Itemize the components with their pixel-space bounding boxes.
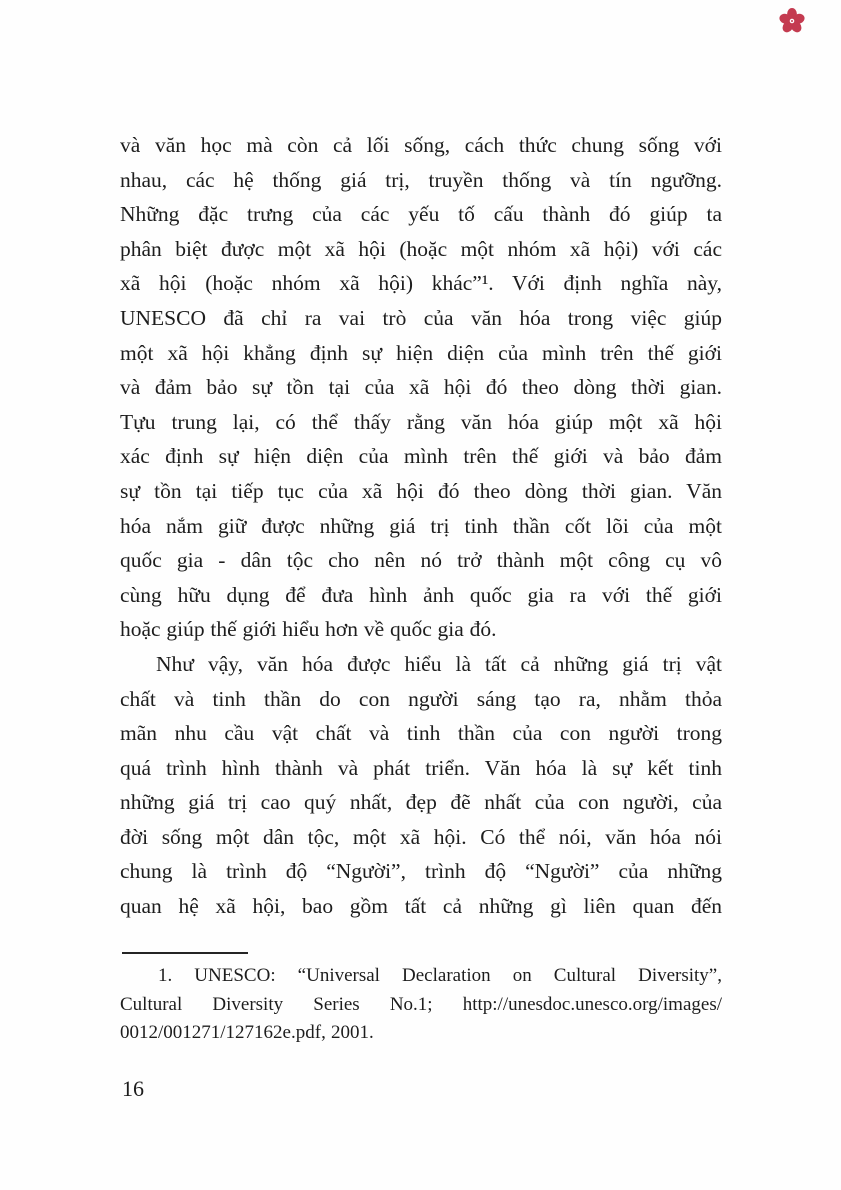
footnote-line: 1. UNESCO: “Universal Declaration on Cultural Diversity”, xyxy=(158,965,722,986)
footnote xyxy=(120,962,722,1048)
paragraph-1 xyxy=(120,128,722,647)
text-line: chung là trình độ “Người”, trình độ “Người” của những xyxy=(120,859,722,884)
text-line: quá trình hình thành và phát triển. Văn hóa là sự kết tinh xyxy=(120,755,722,780)
text-line: hoặc giúp thế giới hiểu hơn về quốc gia đó. xyxy=(120,617,497,642)
text-line: đời sống một dân tộc, một xã hội. Có thể nói, văn hóa nói xyxy=(120,824,722,849)
text-line: cùng hữu dụng để đưa hình ảnh quốc gia ra với thế giới xyxy=(120,582,722,607)
text-line: phân biệt được một xã hội (hoặc một nhóm xã hội) với các xyxy=(120,236,722,261)
flower-ornament-icon xyxy=(779,8,805,34)
text-line: một xã hội khẳng định sự hiện diện của mình trên thế giới xyxy=(120,340,722,365)
text-line: và văn học mà còn cả lối sống, cách thức chung sống với xyxy=(120,133,722,157)
text-line: xác định sự hiện diện của mình trên thế giới và bảo đảm xyxy=(120,444,722,469)
paragraph-2 xyxy=(120,647,722,924)
text-line: sự tồn tại tiếp tục của xã hội đó theo dòng thời gian. Văn xyxy=(120,478,722,503)
footnote-line: Cultural Diversity Series No.1; http://unesdoc.unesco.org/images/ xyxy=(120,993,722,1015)
text-line: quan hệ xã hội, bao gồm tất cả những gì liên quan đến xyxy=(120,894,722,919)
text-line: hóa nắm giữ được những giá trị tinh thần cốt lõi của một xyxy=(120,513,722,538)
text-line: Như vậy, văn hóa được hiểu là tất cả những giá trị vật xyxy=(156,651,722,676)
text-line: những giá trị cao quý nhất, đẹp đẽ nhất của con người, của xyxy=(120,790,722,815)
footnote-line: 0012/001271/127162e.pdf, 2001. xyxy=(120,1022,374,1044)
text-line: nhau, các hệ thống giá trị, truyền thống và tín ngưỡng. xyxy=(120,167,722,192)
text-line: xã hội (hoặc nhóm xã hội) khác”¹. Với định nghĩa này, xyxy=(120,271,722,296)
text-line: mãn nhu cầu vật chất và tinh thần của con người trong xyxy=(120,721,722,746)
text-line: và đảm bảo sự tồn tại của xã hội đó theo dòng thời gian. xyxy=(120,375,722,400)
text-line: quốc gia - dân tộc cho nên nó trở thành một công cụ vô xyxy=(120,548,722,573)
text-line: UNESCO đã chỉ ra vai trò của văn hóa trong việc giúp xyxy=(120,305,722,330)
body-text xyxy=(120,128,722,924)
page-number: 16 xyxy=(122,1076,144,1101)
text-line: Tựu trung lại, có thể thấy rằng văn hóa giúp một xã hội xyxy=(120,409,722,434)
footnote-separator xyxy=(122,952,248,954)
text-line: chất và tinh thần do con người sáng tạo ra, nhằm thỏa xyxy=(120,686,722,711)
text-line: Những đặc trưng của các yếu tố cấu thành đó giúp ta xyxy=(120,202,722,227)
